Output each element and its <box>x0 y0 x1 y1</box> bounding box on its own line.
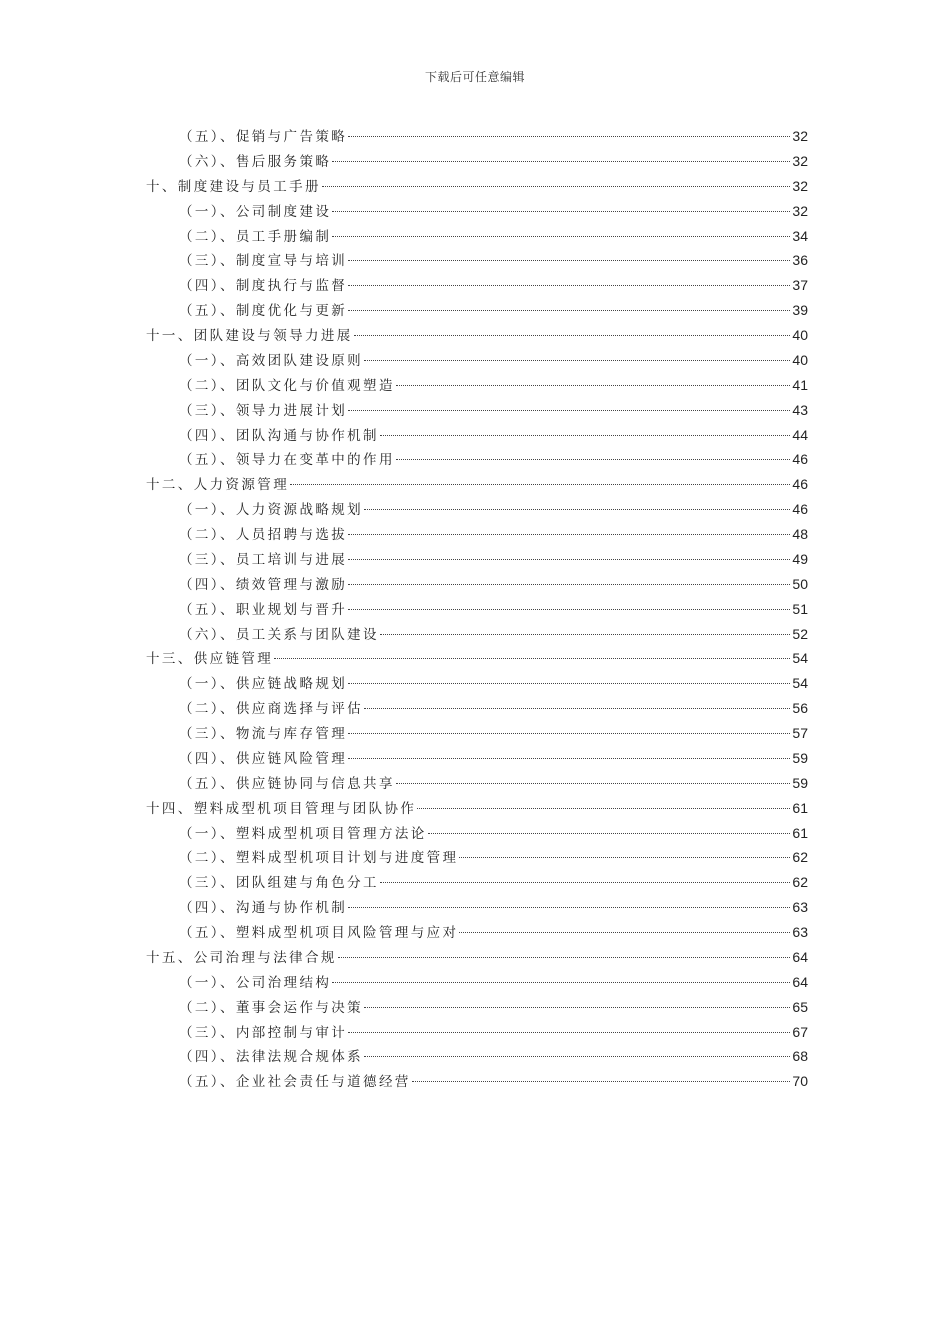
toc-dot-leader <box>380 435 790 436</box>
toc-page-number: 54 <box>792 675 808 692</box>
toc-dot-leader <box>380 882 790 883</box>
toc-page-number: 62 <box>792 874 808 891</box>
toc-dot-leader <box>332 211 790 212</box>
toc-section-entry[interactable] <box>146 273 808 298</box>
toc-section-entry[interactable] <box>146 597 808 622</box>
toc-chapter-entry[interactable] <box>146 472 808 497</box>
toc-section-entry[interactable] <box>146 547 808 572</box>
toc-page-number: 46 <box>792 501 808 518</box>
toc-section-entry[interactable] <box>146 199 808 224</box>
toc-chapter-entry[interactable] <box>146 323 808 348</box>
toc-page-number: 67 <box>792 1023 808 1040</box>
toc-dot-leader <box>348 584 790 585</box>
toc-entry-title: 十五、公司治理与法律合规 <box>146 949 337 966</box>
toc-entry-title: （二）、员工手册编制 <box>179 228 332 245</box>
toc-section-entry[interactable] <box>146 895 808 920</box>
toc-dot-leader <box>332 161 790 162</box>
toc-page-number: 41 <box>792 376 808 393</box>
toc-entry-title: 十二、人力资源管理 <box>146 477 290 494</box>
toc-page-number: 61 <box>792 799 808 816</box>
toc-entry-title: （三）、内部控制与审计 <box>179 1024 348 1041</box>
toc-section-entry[interactable] <box>146 149 808 174</box>
toc-entry-title: （一）、高效团队建设原则 <box>179 352 364 369</box>
toc-page-number: 32 <box>792 202 808 219</box>
toc-page-number: 63 <box>792 899 808 916</box>
toc-page-number: 44 <box>792 426 808 443</box>
toc-dot-leader <box>348 534 790 535</box>
page-header: 下载后可任意编辑 <box>424 70 525 84</box>
toc-dot-leader <box>428 833 791 834</box>
toc-section-entry[interactable] <box>146 995 808 1020</box>
toc-page-number: 64 <box>792 973 808 990</box>
toc-dot-leader <box>380 634 790 635</box>
toc-section-entry[interactable] <box>146 870 808 895</box>
toc-section-entry[interactable] <box>146 1044 808 1069</box>
table-of-contents <box>146 124 808 1094</box>
toc-entry-title: （六）、售后服务策略 <box>179 153 332 170</box>
toc-section-entry[interactable] <box>146 746 808 771</box>
toc-entry-title: 十、制度建设与员工手册 <box>146 178 321 195</box>
toc-dot-leader <box>396 783 791 784</box>
toc-entry-title: （三）、团队组建与角色分工 <box>179 875 379 892</box>
toc-section-entry[interactable] <box>146 398 808 423</box>
toc-section-entry[interactable] <box>146 1020 808 1045</box>
toc-section-entry[interactable] <box>146 248 808 273</box>
toc-page-number: 36 <box>792 252 808 269</box>
toc-entry-title: （五）、塑料成型机项目风险管理与应对 <box>179 925 459 941</box>
toc-entry-title: 十一、团队建设与领导力进展 <box>146 328 353 344</box>
toc-entry-title: （五）、供应链协同与信息共享 <box>179 775 395 792</box>
toc-page-number: 43 <box>792 401 808 418</box>
toc-dot-leader <box>348 1032 790 1033</box>
toc-page-number: 54 <box>792 650 808 667</box>
toc-entry-title: （四）、制度执行与监督 <box>179 278 348 295</box>
toc-entry-title: （二）、人员招聘与选拔 <box>179 527 348 543</box>
toc-entry-title: （一）、人力资源战略规划 <box>179 502 364 519</box>
toc-section-entry[interactable] <box>146 821 808 846</box>
toc-dot-leader <box>332 236 790 237</box>
toc-entry-title: （五）、企业社会责任与道德经营 <box>179 1074 411 1091</box>
toc-section-entry[interactable] <box>146 1069 808 1094</box>
toc-entry-title: （一）、公司治理结构 <box>179 974 332 991</box>
toc-page-number: 63 <box>792 924 808 940</box>
toc-entry-title: （二）、供应商选择与评估 <box>179 701 364 718</box>
toc-dot-leader <box>348 260 790 261</box>
toc-entry-title: （五）、领导力在变革中的作用 <box>179 452 395 469</box>
toc-dot-leader <box>348 683 790 684</box>
toc-entry-title: （二）、塑料成型机项目计划与进度管理 <box>179 850 459 867</box>
toc-entry-title: （二）、团队文化与价值观塑造 <box>179 377 395 394</box>
toc-chapter-entry[interactable] <box>146 174 808 199</box>
toc-dot-leader <box>322 186 791 187</box>
toc-entry-title: 十三、供应链管理 <box>146 651 274 668</box>
toc-dot-leader <box>396 459 791 460</box>
toc-entry-title: （一）、塑料成型机项目管理方法论 <box>179 825 427 842</box>
toc-entry-title: （四）、团队沟通与协作机制 <box>179 427 379 444</box>
toc-dot-leader <box>364 1007 790 1008</box>
toc-section-entry[interactable] <box>146 721 808 746</box>
toc-section-entry[interactable] <box>146 970 808 995</box>
toc-page-number: 59 <box>792 749 808 766</box>
toc-dot-leader <box>290 484 790 485</box>
toc-section-entry[interactable] <box>146 423 808 448</box>
toc-page-number: 37 <box>792 277 808 294</box>
toc-page-number: 46 <box>792 476 808 493</box>
toc-section-entry[interactable] <box>146 447 808 472</box>
toc-dot-leader <box>332 982 790 983</box>
toc-chapter-entry[interactable] <box>146 796 808 821</box>
toc-dot-leader <box>338 957 791 958</box>
toc-page-number: 48 <box>792 526 808 542</box>
toc-entry-title: （二）、董事会运作与决策 <box>179 999 364 1016</box>
toc-entry-title: （三）、员工培训与进展 <box>179 551 348 568</box>
toc-page-number: 70 <box>792 1073 808 1090</box>
toc-chapter-entry[interactable] <box>146 646 808 671</box>
toc-dot-leader <box>396 385 791 386</box>
toc-page-number: 49 <box>792 550 808 567</box>
toc-section-entry[interactable] <box>146 298 808 323</box>
toc-page-number: 61 <box>792 824 808 841</box>
toc-section-entry[interactable] <box>146 671 808 696</box>
toc-page-number: 40 <box>792 351 808 368</box>
toc-page-number: 59 <box>792 774 808 791</box>
toc-page-number: 52 <box>792 625 808 642</box>
toc-page-number: 40 <box>792 327 808 343</box>
toc-page-number: 57 <box>792 725 808 741</box>
toc-dot-leader <box>354 335 791 336</box>
toc-section-entry[interactable] <box>146 572 808 597</box>
toc-section-entry[interactable] <box>146 497 808 522</box>
toc-dot-leader <box>417 808 790 809</box>
toc-section-entry[interactable] <box>146 771 808 796</box>
toc-section-entry[interactable] <box>146 224 808 249</box>
toc-entry-title: （五）、职业规划与晋升 <box>179 601 348 618</box>
toc-dot-leader <box>459 932 790 933</box>
toc-dot-leader <box>459 857 790 858</box>
toc-entry-title: （四）、绩效管理与激励 <box>179 576 348 593</box>
toc-page-number: 65 <box>792 998 808 1015</box>
toc-entry-title: （三）、物流与库存管理 <box>179 726 348 742</box>
toc-section-entry[interactable] <box>146 124 808 149</box>
toc-page-number: 34 <box>792 227 808 244</box>
toc-page-number: 39 <box>792 302 808 319</box>
toc-dot-leader <box>412 1081 791 1082</box>
toc-page-number: 32 <box>792 152 808 169</box>
toc-chapter-entry[interactable] <box>146 945 808 970</box>
toc-entry-title: （四）、法律法规合规体系 <box>179 1049 364 1066</box>
toc-dot-leader <box>364 1056 790 1057</box>
toc-dot-leader <box>364 708 790 709</box>
toc-dot-leader <box>274 658 790 659</box>
toc-dot-leader <box>348 609 790 610</box>
toc-dot-leader <box>348 758 790 759</box>
toc-section-entry[interactable] <box>146 696 808 721</box>
toc-dot-leader <box>348 559 790 560</box>
toc-dot-leader <box>348 733 790 734</box>
toc-entry-title: （三）、领导力进展计划 <box>179 402 348 419</box>
toc-entry-title: 十四、塑料成型机项目管理与团队协作 <box>146 800 417 817</box>
toc-section-entry[interactable] <box>146 522 808 547</box>
toc-entry-title: （五）、制度优化与更新 <box>179 303 348 320</box>
toc-entry-title: （一）、公司制度建设 <box>179 203 332 220</box>
toc-page-number: 46 <box>792 451 808 468</box>
toc-dot-leader <box>364 509 790 510</box>
toc-section-entry[interactable] <box>146 622 808 647</box>
toc-entry-title: （四）、供应链风险管理 <box>179 750 348 767</box>
toc-page-number: 32 <box>792 128 808 144</box>
toc-page-number: 32 <box>792 177 808 194</box>
toc-section-entry[interactable] <box>146 348 808 373</box>
toc-entry-title: （六）、员工关系与团队建设 <box>179 626 379 643</box>
toc-entry-title: （一）、供应链战略规划 <box>179 676 348 693</box>
toc-page-number: 51 <box>792 600 808 617</box>
toc-page-number: 68 <box>792 1048 808 1065</box>
toc-dot-leader <box>348 310 790 311</box>
toc-dot-leader <box>348 410 790 411</box>
toc-section-entry[interactable] <box>146 373 808 398</box>
toc-entry-title: （五）、促销与广告策略 <box>179 129 348 145</box>
toc-dot-leader <box>348 136 790 137</box>
toc-dot-leader <box>364 360 790 361</box>
toc-section-entry[interactable] <box>146 845 808 870</box>
toc-page-number: 56 <box>792 700 808 717</box>
toc-page-number: 50 <box>792 575 808 592</box>
toc-dot-leader <box>348 285 790 286</box>
toc-entry-title: （四）、沟通与协作机制 <box>179 900 348 917</box>
toc-dot-leader <box>348 907 790 908</box>
toc-section-entry[interactable] <box>146 920 808 945</box>
toc-page-number: 62 <box>792 849 808 866</box>
toc-page-number: 64 <box>792 948 808 965</box>
toc-entry-title: （三）、制度宣导与培训 <box>179 253 348 270</box>
